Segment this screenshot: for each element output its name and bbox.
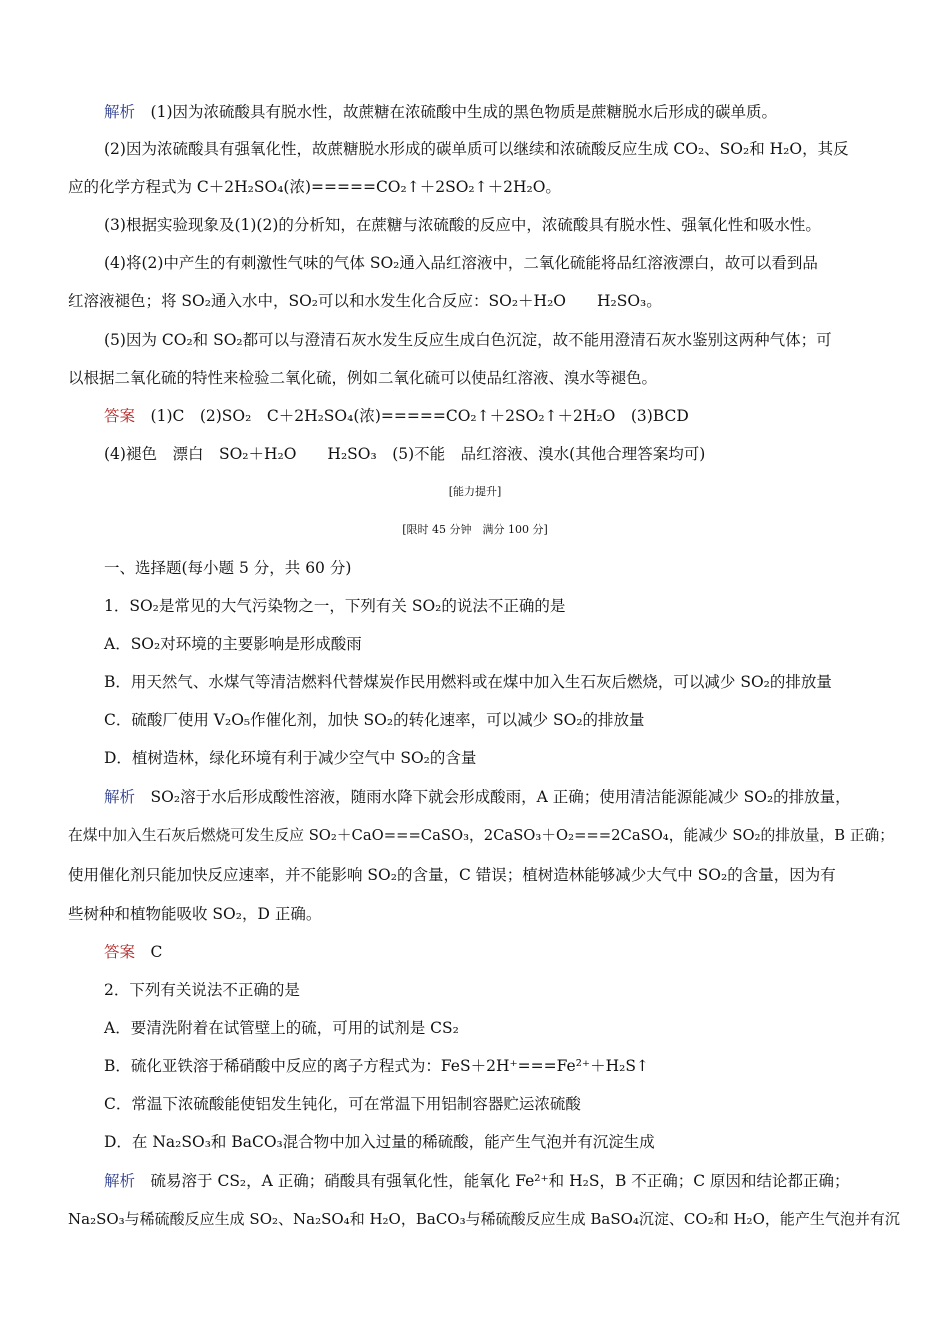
- text-line: 以根据二氧化硫的特性来检验二氧化硫，例如二氧化硫可以使品红溶液、溴水等褪色。: [68, 369, 658, 387]
- text-line: (2)因为浓硫酸具有强氧化性，故蔗糖脱水形成的碳单质可以继续和浓硫酸反应生成 CO₂、SO₂和 H₂O，其反: [104, 140, 849, 158]
- answer-label: 答案: [104, 407, 136, 425]
- section-heading: [能力提升]: [448, 485, 502, 498]
- text-line: 一、选择题(每小题 5 分，共 60 分): [104, 559, 352, 577]
- option-line: B．硫化亚铁溶于稀硝酸中反应的离子方程式为：FeS＋2H⁺===Fe²⁺＋H₂S↑: [104, 1057, 649, 1075]
- option-line: D．植树造林，绿化环境有利于减少空气中 SO₂的含量: [104, 749, 477, 767]
- text-line: 应的化学方程式为 C＋2H₂SO₄(浓)=====CO₂↑＋2SO₂↑＋2H₂O。: [68, 178, 561, 196]
- analysis-line: [104, 101, 777, 123]
- text-line: (5)因为 CO₂和 SO₂都可以与澄清石灰水发生反应生成白色沉淀，故不能用澄清石灰水鉴别这两种气体；可: [104, 331, 832, 349]
- answer-label: 答案: [104, 943, 136, 961]
- answer-line: [104, 405, 689, 427]
- line-text: (1)C (2)SO₂ C＋2H₂SO₄(浓)=====CO₂↑＋2SO₂↑＋2H₂O (3)BCD: [150, 407, 689, 425]
- option-line: C．常温下浓硫酸能使铝发生钝化，可在常温下用铝制容器贮运浓硫酸: [104, 1095, 581, 1113]
- line-text: SO₂溶于水后形成酸性溶液，随雨水降下就会形成酸雨，A 正确；使用清洁能源能减少 SO₂的排放量，: [150, 788, 851, 806]
- question-line: 2．下列有关说法不正确的是: [104, 981, 300, 999]
- analysis-label: 解析: [104, 103, 136, 121]
- line-text: (1)因为浓硫酸具有脱水性，故蔗糖在浓硫酸中生成的黑色物质是蔗糖脱水后形成的碳单质。: [150, 103, 777, 121]
- section-subheading: [限时 45 分钟 满分 100 分]: [402, 523, 548, 536]
- option-line: C．硫酸厂使用 V₂O₅作催化剂，加快 SO₂的转化速率，可以减少 SO₂的排放量: [104, 711, 645, 729]
- text-line: (4)将(2)中产生的有刺激性气味的气体 SO₂通入品红溶液中，二氧化硫能将品红溶液漂白，故可以看到品: [104, 254, 818, 272]
- text-line: 红溶液褪色；将 SO₂通入水中，SO₂可以和水发生化合反应：SO₂＋H₂O H₂SO₃。: [68, 292, 662, 310]
- text-line: 些树种和植物能吸收 SO₂，D 正确。: [68, 905, 322, 923]
- text-line: (3)根据实验现象及(1)(2)的分析知，在蔗糖与浓硫酸的反应中，浓硫酸具有脱水性、强氧化性和吸水性。: [104, 216, 821, 234]
- analysis-label: 解析: [104, 1172, 136, 1190]
- line-text: 硫易溶于 CS₂，A 正确；硝酸具有强氧化性，能氧化 Fe²⁺和 H₂S，B 不正确；C 原因和结论都正确；: [150, 1172, 850, 1190]
- question-line: 1．SO₂是常见的大气污染物之一，下列有关 SO₂的说法不正确的是: [104, 597, 566, 615]
- analysis-label: 解析: [104, 788, 136, 806]
- answer-line: [104, 941, 162, 963]
- option-line: B．用天然气、水煤气等清洁燃料代替煤炭作民用燃料或在煤中加入生石灰后燃烧，可以减少 SO₂的排放量: [104, 673, 832, 691]
- text-line: (4)褪色 漂白 SO₂＋H₂O H₂SO₃ (5)不能 品红溶液、溴水(其他合理答案均可): [104, 445, 706, 463]
- option-line: D．在 Na₂SO₃和 BaCO₃混合物中加入过量的稀硫酸，能产生气泡并有沉淀生成: [104, 1133, 655, 1151]
- text-line: 在煤中加入生石灰后燃烧可发生反应 SO₂＋CaO===CaSO₃，2CaSO₃＋O₂===2CaSO₄，能减少 SO₂的排放量，B 正确；: [68, 827, 895, 844]
- analysis-line: [104, 1170, 850, 1192]
- text-line: 使用催化剂只能加快反应速率，并不能影响 SO₂的含量，C 错误；植树造林能够减少大气中 SO₂的含量，因为有: [68, 866, 836, 884]
- line-text: C: [150, 943, 163, 961]
- option-line: A．要清洗附着在试管壁上的硫，可用的试剂是 CS₂: [104, 1019, 459, 1037]
- option-line: A．SO₂对环境的主要影响是形成酸雨: [104, 635, 362, 653]
- text-line: Na₂SO₃与稀硫酸反应生成 SO₂、Na₂SO₄和 H₂O，BaCO₃与稀硫酸反应生成 BaSO₄沉淀、CO₂和 H₂O，能产生气泡并有沉: [68, 1210, 900, 1228]
- analysis-line: [104, 786, 851, 808]
